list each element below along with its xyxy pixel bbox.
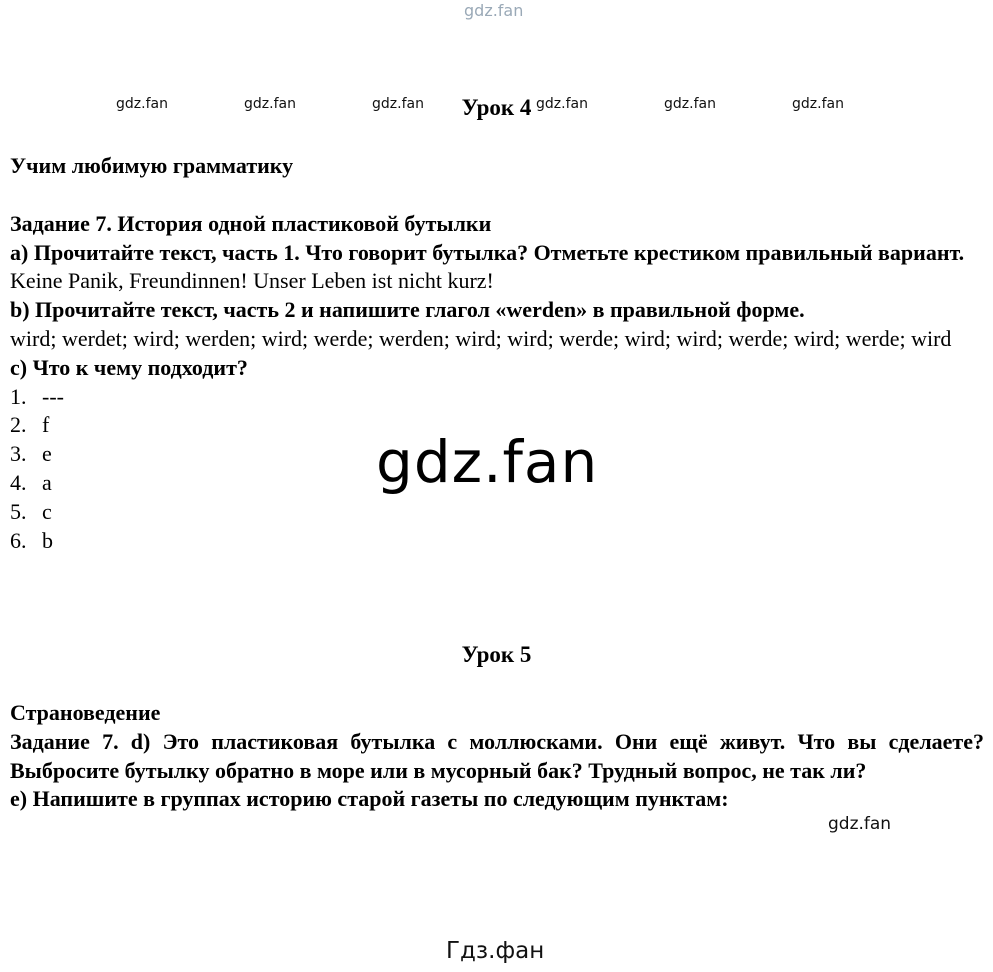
part-a-answer: Keine Panik, Freundinnen! Unser Leben ist nicht kurz! <box>10 268 494 294</box>
task-title: Задание 7. История одной пластиковой бутылки <box>10 210 492 236</box>
watermark-inline: gdz.fan <box>828 814 892 834</box>
watermark: gdz.fan <box>664 96 716 112</box>
task-e: e) Напишите в группах историю старой газеты по следующим пунктам: <box>10 786 729 812</box>
list-item: 6. b <box>10 527 53 553</box>
list-item: 3. e <box>10 441 52 467</box>
watermark-top: gdz.fan <box>464 1 524 20</box>
lesson5-title: Урок 5 <box>461 642 532 667</box>
watermark: gdz.fan <box>792 96 844 112</box>
part-a-prompt: a) Прочитайте текст, часть 1. Что говорит бутылка? Отметьте крестиком правильный вариант. <box>10 239 965 265</box>
watermark: gdz.fan <box>244 96 296 112</box>
list-item: 4. a <box>10 469 52 495</box>
watermark: gdz.fan <box>536 96 588 112</box>
watermark: gdz.fan <box>372 96 424 112</box>
part-b-answer: wird; werdet; wird; werden; wird; werde; werden; wird; wird; werde; wird; wird; werde; wird; werde; wird <box>10 325 952 351</box>
watermark: gdz.fan <box>116 96 168 112</box>
section-title: Страноведение <box>10 700 161 725</box>
spacer <box>10 181 984 210</box>
lesson5-content <box>10 699 984 814</box>
section-title: Учим любимую грамматику <box>10 153 294 178</box>
list-item: 2. f <box>10 412 50 438</box>
list-item: 5. c <box>10 498 52 524</box>
part-c-prompt: c) Что к чему подходит? <box>10 354 248 380</box>
task-d: Задание 7. d) Это пластиковая бутылка с моллюсками. Они ещё живут. Что вы сделаете? Выбросите бутылку обратно в море или в мусорный бак? Трудный вопрос, не так ли? <box>10 728 984 783</box>
watermark-large: gdz.fan <box>376 428 599 496</box>
part-b-prompt: b) Прочитайте текст, часть 2 и напишите глагол «werden» в правильной форме. <box>10 297 805 323</box>
lesson4-title: Урок 4 <box>461 95 532 120</box>
watermark-bottom: Гдз.фан <box>446 938 545 964</box>
list-item: 1. --- <box>10 383 64 409</box>
